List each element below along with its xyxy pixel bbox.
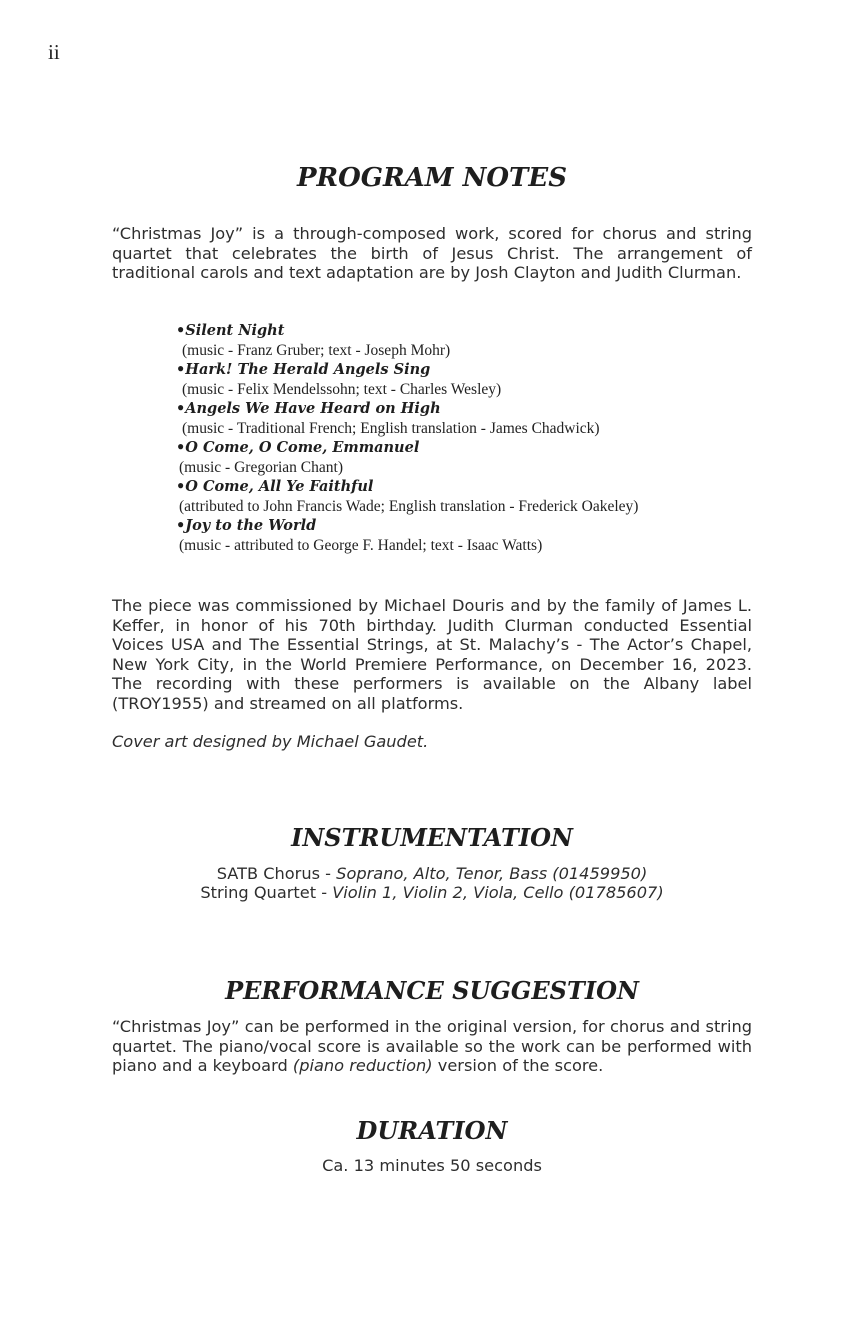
program-notes-intro: “Christmas Joy” is a through-composed work, scored for chorus and string quartet that celebrates the birth of Jesus Christ. The arrangement of traditional carols and text adaptation are by Josh Clayton and Judith Clurman. — [112, 224, 752, 282]
carol-credit: (music - attributed to George F. Handel; text - Isaac Watts) — [179, 536, 543, 554]
carol-title: •Hark! The Herald Angels Sing — [176, 361, 431, 378]
cover-art-credit: Cover art designed by Michael Gaudet. — [112, 732, 429, 751]
instrumentation-label: String Quartet - — [200, 883, 333, 902]
carol-item — [176, 321, 776, 360]
instrumentation-detail: Soprano, Alto, Tenor, Bass (01459950) — [336, 864, 648, 883]
page-number: ii — [48, 40, 60, 64]
carol-title: •O Come, O Come, Emmanuel — [176, 439, 420, 456]
carol-list — [176, 321, 776, 555]
performance-text-end: version of the score. — [432, 1056, 604, 1075]
duration-heading: DURATION — [356, 1116, 508, 1145]
carol-credit: (music - Felix Mendelssohn; text - Charles Wesley) — [182, 380, 502, 398]
carol-credit: (music - Gregorian Chant) — [179, 458, 343, 476]
performance-suggestion-heading: PERFORMANCE SUGGESTION — [225, 976, 639, 1005]
commission-paragraph: The piece was commissioned by Michael Douris and by the family of James L. Keffer, in honor of his 70th birthday. Judith Clurman conducted Essential Voices USA and The Essential Strings, at St. Malachy’s - The Actor’s Chapel, New York City, in the World Premiere Performance, on December 16, 2023. The recording with these performers is available on the Albany label (TROY1955) and streamed on all platforms. — [112, 596, 752, 713]
performance-suggestion-text — [112, 1017, 752, 1076]
carol-item — [176, 477, 776, 516]
program-notes-heading: PROGRAM NOTES — [297, 163, 567, 193]
carol-credit: (attributed to John Francis Wade; English translation - Frederick Oakeley) — [179, 497, 639, 515]
carol-credit: (music - Franz Gruber; text - Joseph Mohr) — [182, 341, 451, 359]
carol-item — [176, 360, 776, 399]
performance-text-italic: (piano reduction) — [292, 1056, 433, 1075]
carol-title: •Joy to the World — [176, 517, 317, 534]
carol-item — [176, 399, 776, 438]
instrumentation-label: SATB Chorus - — [216, 864, 337, 883]
instrumentation-detail: Violin 1, Violin 2, Viola, Cello (01785607) — [332, 883, 664, 902]
carol-title: •Silent Night — [176, 322, 285, 339]
instrumentation-heading: INSTRUMENTATION — [291, 823, 573, 852]
performance-text-main: “Christmas Joy” can be performed in the original version, for chorus and string quartet. The piano/vocal score is available so the work can be performed with piano and a keyboard — [112, 1017, 752, 1075]
instrumentation-strings — [0, 883, 864, 903]
carol-title: •O Come, All Ye Faithful — [176, 478, 374, 495]
carol-title: •Angels We Have Heard on High — [176, 400, 441, 417]
carol-credit: (music - Traditional French; English translation - James Chadwick) — [182, 419, 600, 437]
carol-item — [176, 438, 776, 477]
instrumentation-chorus — [0, 864, 864, 884]
carol-item — [176, 516, 776, 555]
duration-text: Ca. 13 minutes 50 seconds — [322, 1156, 542, 1175]
